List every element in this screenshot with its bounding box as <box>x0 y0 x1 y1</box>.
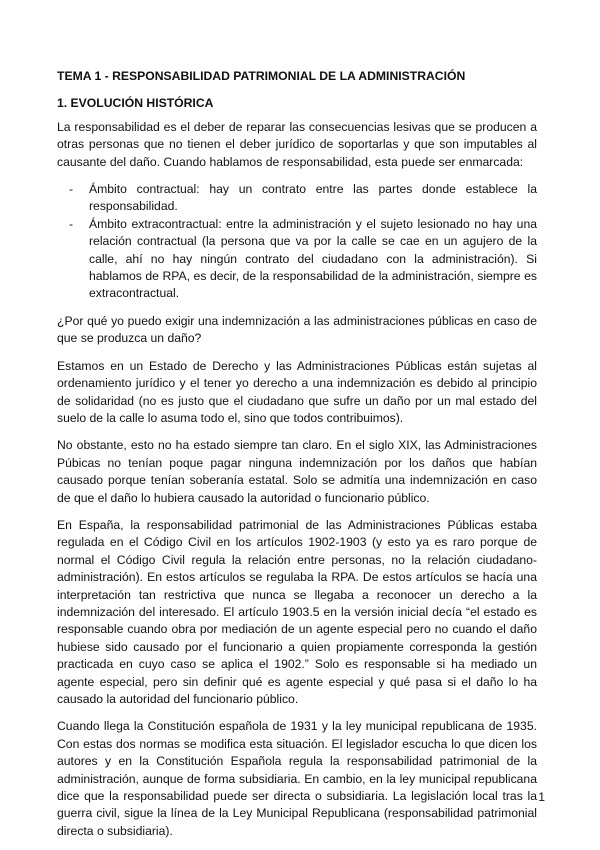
intro-paragraph: La responsabilidad es el deber de reparar las consecuencias lesivas que se producen a otras personas que no tienen el deber jurídico de soportarlas y que son imputables al causante del daño. Cuando hablamos de responsabilidad, esta puede ser enmarcada: <box>57 119 537 169</box>
document-page <box>57 68 537 850</box>
paragraph-codigo-civil: En España, la responsabilidad patrimonial de las Administraciones Públicas estaba regulada en el Código Civil en los artículos 1902-1903 (y esto ya es raro porque de normal el Código Civil regula la relación entre personas, no la relación ciudadano-administración). En estos artículos se regulaba la RPA. De estos artículos se hacía una interpretación tan restrictiva que nunca se llegaba a reconocer un derecho a la indemnización del interesado. El artículo 1903.5 en la versión inicial decía “el estado es responsable cuando obra por mediación de un agente especial pero no cuando el daño hubiese sido causado por el funcionario a quien propiamente corresponda la gestión practicada en cuyo caso se aplica el 1902.” Solo es responsable si ha mediado un agente especial, pero sin definir qué es agente especial y qué pasa si el daño lo ha causado la autoridad del funcionario público. <box>57 517 537 706</box>
bullet-list <box>57 181 537 303</box>
paragraph-estado-derecho: Estamos en un Estado de Derecho y las Administraciones Públicas están sujetas al ordenamiento jurídico y el tener yo derecho a una indemnización es debido al principio de solidaridad (no es justo que el ciudadano que sufre un daño por un mal estado del suelo de la calle lo asuma todo el, sino que todos contribuimos). <box>57 358 537 425</box>
page-number: 1 <box>538 790 545 804</box>
document-title: TEMA 1 - RESPONSABILIDAD PATRIMONIAL DE LA ADMINISTRACIÓN <box>57 69 466 83</box>
paragraph-question: ¿Por qué yo puedo exigir una indemnización a las administraciones públicas en caso de que se produzca un daño? <box>57 313 537 346</box>
bullet-item-contractual: - Ámbito contractual: hay un contrato entre las partes donde establece la responsabilidad. <box>57 181 537 216</box>
paragraph-constitucion-1931: Cuando llega la Constitución española de 1931 y la ley municipal republicana de 1935. Con estas dos normas se modifica esta situación. El legislador escucha lo que dicen los autores y en la Constitución Española regula la responsabilidad patrimonial de la administración, aunque de forma subsidiaria. En cambio, en la ley municipal republicana dice que la responsabilidad puede ser directa o subsidiaria. La legislación local tras la guerra civil, sigue la línea de la Ley Municipal Republicana (responsabilidad patrimonial directa o subsidiaria). <box>57 719 537 838</box>
section-heading: 1. EVOLUCIÓN HISTÓRICA <box>57 96 214 111</box>
paragraph-siglo-xix: No obstante, esto no ha estado siempre tan claro. En el siglo XIX, las Administraciones Púbicas no tenían poque pagar ninguna indemnización por los daños que habían causado porque tenían soberanía estatal. Solo se admitía una indemnización en caso de que el daño lo hubiera causado la autoridad o funcionario público. <box>57 438 537 505</box>
bullet-item-extracontractual: - Ámbito extracontractual: entre la administración y el sujeto lesionado no hay una relación contractual (la persona que va por la calle se cae en un agujero de la calle, ahí no hay ningún contrato del ciudadano con la administración). Si hablamos de RPA, es decir, de la responsabilidad de la administración, siempre es extracontractual. <box>57 216 537 303</box>
